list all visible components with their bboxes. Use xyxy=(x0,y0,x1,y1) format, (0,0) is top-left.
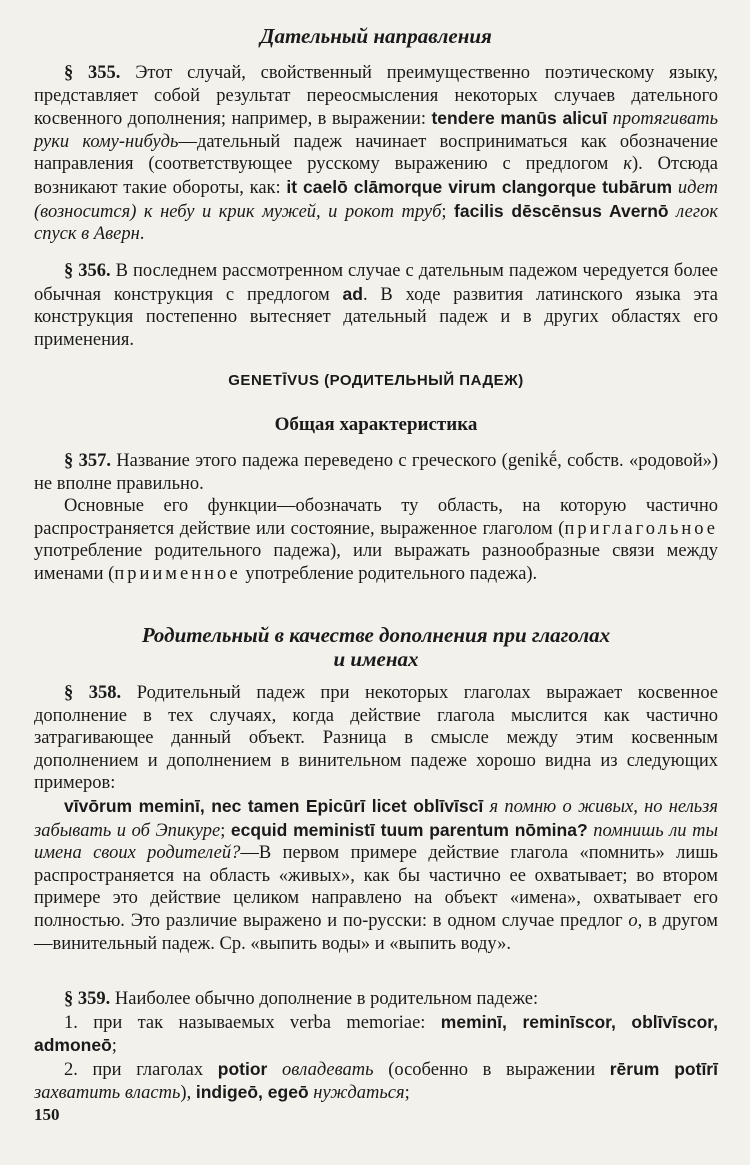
section-genitive xyxy=(34,372,718,389)
subsection-heading: Родительный в качестве дополнения при глаголах xyxy=(141,623,611,647)
translation: захватить власть xyxy=(34,1083,181,1104)
spaced-term: приименное xyxy=(114,563,241,584)
paragraph-number: § 357. xyxy=(64,451,111,471)
paragraph-359: § 359. Наиболее обычно дополнение в родительном падеже: 1. при так называемых verba memoriae: meminī, reminīscor, oblīvīscor, admoneō; 2. при глаголах potior овладевать (особенно в выражении rērum potīrī захватить власть), indigeō, egeō нуждаться; xyxy=(34,989,718,1104)
paragraph-number: § 355. xyxy=(64,63,121,83)
latin-example: meminī, reminīscor, oblīvīscor, admoneō xyxy=(34,1011,718,1056)
page-number: 150 xyxy=(34,1105,60,1124)
paragraph-number: § 359. xyxy=(64,989,111,1009)
latin-example: rērum potīrī xyxy=(609,1058,718,1079)
list-item: 1. при так называемых verba memoriae: meminī, reminīscor, oblīvīscor, admoneō; xyxy=(34,1011,718,1057)
latin-example: facilis dēscēnsus Avernō xyxy=(454,200,669,221)
translation: нуждаться xyxy=(308,1083,405,1104)
paragraph-number: § 358. xyxy=(64,683,122,703)
paragraph-356: § 356. В последнем рассмотренном случае с дательным падежом чередуется более обычная конструкция с предлогом ad. В ходе развития латинского языка эта конструкция постепенно вытесняет дательный падеж и в других областях его применения. xyxy=(34,261,718,350)
section-heading: Дательный направления xyxy=(260,24,492,48)
section-heading: GENETĪVUS (РОДИТЕЛЬНЫЙ ПАДЕЖ) xyxy=(228,372,524,389)
translation: легок спуск в Аверн xyxy=(34,201,718,245)
translation: помнишь ли ты имена своих родителей? xyxy=(34,820,718,864)
paragraph-number: § 356. xyxy=(64,261,111,281)
paragraph-357: § 357. Название этого падежа переведено с греческого (genikḗ, собств. «родовой») не вполне правильно. Основные его функции—обозначать ту область, на которую частично распространяется действие или состояние, выраженное глаголом (приглагольное употребление родительного падежа), или выражать разнообразные связи между именами (приименное употребление родительного падежа). xyxy=(34,451,719,584)
translation: идет (возносится) к небу и крик мужей, и рокот труб xyxy=(34,177,718,222)
latin-example: ecquid meministī tuum parentum nōmina? xyxy=(230,819,588,840)
section-dative-direction xyxy=(34,24,718,48)
list-item: 2. при глаголах potior овладевать (особенно в выражении rērum potīrī захватить власть), indigeō, egeō нуждаться; xyxy=(34,1058,718,1104)
latin-example: indigeō, egeō xyxy=(195,1082,309,1103)
latin-example: potior xyxy=(217,1058,268,1079)
latin-example: it caelō clāmorque virum clangorque tubārum xyxy=(286,176,673,197)
subsection-heading: Общая характеристика xyxy=(274,414,478,435)
latin-example: tendere manūs alicuī xyxy=(431,108,608,129)
translation: я помню о живых, но нельзя забывать и об Эпикуре xyxy=(34,796,718,841)
translation: протягивать руки кому-нибудь xyxy=(34,109,718,152)
paragraph-355: § 355. Этот случай, свойственный преимущественно поэтическому языку, представляет собой результат переосмысления некоторых случаев дательного косвенного дополнения; например, в выражении: tendere manūs alicuī протягивать руки кому-нибудь—дательный падеж начинает восприниматься как обозначение направления (соответствующее русскому выражению с предлогом к). Отсюда возникают такие обороты, как: it caelō clāmorque virum clangorque tubārum идет (возносится) к небу и крик мужей, и рокот труб; facilis dēscēnsus Avernō легок спуск в Аверн. xyxy=(34,63,718,245)
subsection-heading-line-2: и именах xyxy=(333,647,419,671)
latin-example: vīvōrum meminī, nec tamen Epicūrī licet oblīvīscī xyxy=(64,795,484,816)
translation: овладевать xyxy=(267,1059,374,1080)
spaced-term: приглагольное xyxy=(564,518,718,539)
subsection-general xyxy=(34,414,718,436)
paragraph-358: § 358. Родительный падеж при некоторых глаголах выражает косвенное дополнение в тех случаях, когда действие глагола мыслится как частично затрагивающее данный объект. Разница в смысле между этим косвенным дополнением и дополнением в винительном падеже хорошо видна из следующих примеров: vīvōrum meminī, nec tamen Epicūrī licet oblīvīscī я помню о живых, но нельзя забывать и об Эпикуре; ecquid meministī tuum parentum nōmina? помнишь ли ты имена своих родителей?—В первом примере действие глагола «помнить» лишь распространяется на область «живых», как бы частично ее охватывает; во втором примере это действие целиком направлено на объект «имена», охватывает его полностью. Это различие выражено и по-русски: в одном случае предлог о, в другом—винительный падеж. Ср. «выпить воды» и «выпить воду». xyxy=(34,683,719,954)
subsection-genitive-complement xyxy=(34,623,718,671)
